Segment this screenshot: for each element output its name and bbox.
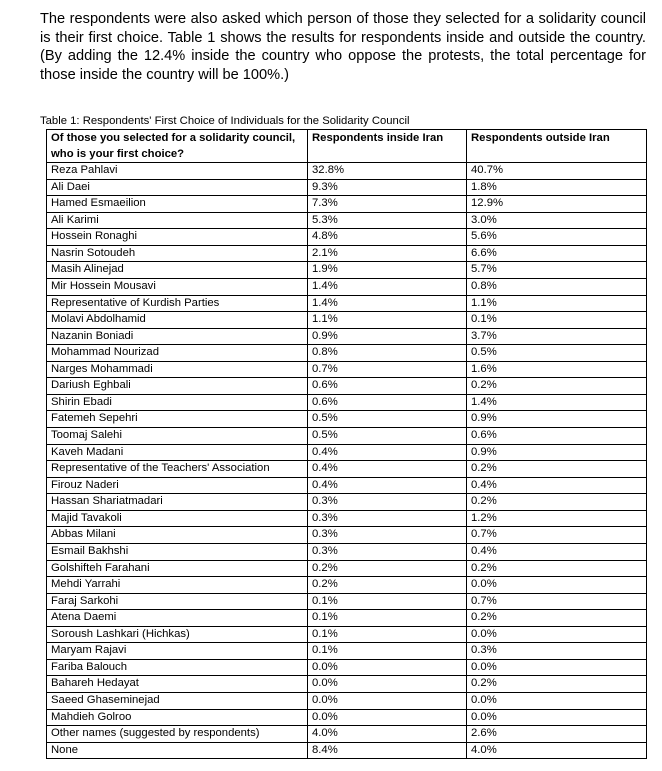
row-name-cell: Kaveh Madani	[47, 444, 308, 461]
row-name-cell: Ali Karimi	[47, 212, 308, 229]
table-row	[47, 494, 647, 511]
row-outside-cell: 0.9%	[467, 444, 647, 461]
row-inside-cell: 0.9%	[308, 328, 467, 345]
row-name-cell: Nasrin Sotoudeh	[47, 245, 308, 262]
row-outside-cell: 0.4%	[467, 477, 647, 494]
row-outside-cell: 0.7%	[467, 527, 647, 544]
table-row	[47, 345, 647, 362]
row-name-cell: Maryam Rajavi	[47, 643, 308, 660]
table-row	[47, 643, 647, 660]
table-row	[47, 726, 647, 743]
row-name-cell: Mir Hossein Mousavi	[47, 278, 308, 295]
table-row	[47, 444, 647, 461]
row-outside-cell: 5.6%	[467, 229, 647, 246]
row-name-cell: Mahdieh Golroo	[47, 709, 308, 726]
table-row	[47, 163, 647, 180]
row-name-cell: None	[47, 742, 308, 759]
row-outside-cell: 1.6%	[467, 361, 647, 378]
row-name-cell: Soroush Lashkari (Hichkas)	[47, 626, 308, 643]
row-inside-cell: 0.0%	[308, 709, 467, 726]
row-outside-cell: 0.2%	[467, 494, 647, 511]
row-name-cell: Toomaj Salehi	[47, 428, 308, 445]
row-name-cell: Molavi Abdolhamid	[47, 312, 308, 329]
row-inside-cell: 1.9%	[308, 262, 467, 279]
row-name-cell: Esmail Bakhshi	[47, 543, 308, 560]
row-name-cell: Representative of Kurdish Parties	[47, 295, 308, 312]
row-inside-cell: 1.4%	[308, 295, 467, 312]
table-row	[47, 709, 647, 726]
row-inside-cell: 5.3%	[308, 212, 467, 229]
row-name-cell: Abbas Milani	[47, 527, 308, 544]
row-name-cell: Firouz Naderi	[47, 477, 308, 494]
row-inside-cell: 0.1%	[308, 626, 467, 643]
row-outside-cell: 0.0%	[467, 693, 647, 710]
row-name-cell: Other names (suggested by respondents)	[47, 726, 308, 743]
row-outside-cell: 0.9%	[467, 411, 647, 428]
row-outside-cell: 0.0%	[467, 626, 647, 643]
row-outside-cell: 0.0%	[467, 659, 647, 676]
table-row	[47, 212, 647, 229]
row-inside-cell: 0.8%	[308, 345, 467, 362]
table-row	[47, 394, 647, 411]
row-inside-cell: 0.5%	[308, 428, 467, 445]
table-row	[47, 593, 647, 610]
row-inside-cell: 0.1%	[308, 610, 467, 627]
row-inside-cell: 32.8%	[308, 163, 467, 180]
row-inside-cell: 0.4%	[308, 477, 467, 494]
row-name-cell: Saeed Ghaseminejad	[47, 693, 308, 710]
row-outside-cell: 0.2%	[467, 461, 647, 478]
row-outside-cell: 0.1%	[467, 312, 647, 329]
row-inside-cell: 8.4%	[308, 742, 467, 759]
row-inside-cell: 9.3%	[308, 179, 467, 196]
table-row	[47, 527, 647, 544]
row-name-cell: Golshifteh Farahani	[47, 560, 308, 577]
row-name-cell: Mehdi Yarrahi	[47, 577, 308, 594]
table-row	[47, 278, 647, 295]
row-name-cell: Majid Tavakoli	[47, 510, 308, 527]
row-name-cell: Nazanin Boniadi	[47, 328, 308, 345]
table-row	[47, 428, 647, 445]
row-outside-cell: 6.6%	[467, 245, 647, 262]
row-name-cell: Hossein Ronaghi	[47, 229, 308, 246]
table-header-row	[47, 130, 647, 163]
row-inside-cell: 1.1%	[308, 312, 467, 329]
row-inside-cell: 0.3%	[308, 543, 467, 560]
row-outside-cell: 0.5%	[467, 345, 647, 362]
row-name-cell: Dariush Eghbali	[47, 378, 308, 395]
row-outside-cell: 2.6%	[467, 726, 647, 743]
row-outside-cell: 0.8%	[467, 278, 647, 295]
table-row	[47, 179, 647, 196]
row-name-cell: Masih Alinejad	[47, 262, 308, 279]
row-name-cell: Bahareh Hedayat	[47, 676, 308, 693]
row-inside-cell: 0.1%	[308, 643, 467, 660]
table-row	[47, 295, 647, 312]
row-outside-cell: 0.2%	[467, 560, 647, 577]
row-inside-cell: 0.7%	[308, 361, 467, 378]
table-row	[47, 312, 647, 329]
row-name-cell: Hamed Esmaeilion	[47, 196, 308, 213]
table-row	[47, 610, 647, 627]
row-name-cell: Atena Daemi	[47, 610, 308, 627]
row-inside-cell: 2.1%	[308, 245, 467, 262]
row-inside-cell: 0.4%	[308, 444, 467, 461]
row-outside-cell: 0.6%	[467, 428, 647, 445]
table-body	[47, 163, 647, 759]
row-inside-cell: 1.4%	[308, 278, 467, 295]
row-outside-cell: 0.2%	[467, 676, 647, 693]
table-row	[47, 262, 647, 279]
row-inside-cell: 0.6%	[308, 394, 467, 411]
table-row	[47, 577, 647, 594]
row-outside-cell: 0.0%	[467, 709, 647, 726]
row-inside-cell: 0.2%	[308, 577, 467, 594]
row-outside-cell: 1.4%	[467, 394, 647, 411]
row-name-cell: Shirin Ebadi	[47, 394, 308, 411]
table-row	[47, 328, 647, 345]
row-name-cell: Reza Pahlavi	[47, 163, 308, 180]
results-table	[46, 129, 647, 759]
table-row	[47, 477, 647, 494]
table-row	[47, 245, 647, 262]
row-name-cell: Ali Daei	[47, 179, 308, 196]
row-inside-cell: 0.4%	[308, 461, 467, 478]
row-inside-cell: 0.2%	[308, 560, 467, 577]
table-row	[47, 742, 647, 759]
table-row	[47, 560, 647, 577]
row-outside-cell: 40.7%	[467, 163, 647, 180]
row-inside-cell: 0.3%	[308, 510, 467, 527]
table-row	[47, 411, 647, 428]
row-outside-cell: 1.8%	[467, 179, 647, 196]
table-caption: Table 1: Respondents' First Choice of Individuals for the Solidarity Council	[40, 115, 410, 127]
table-row	[47, 361, 647, 378]
row-outside-cell: 0.0%	[467, 577, 647, 594]
row-outside-cell: 1.2%	[467, 510, 647, 527]
row-inside-cell: 0.0%	[308, 693, 467, 710]
row-inside-cell: 0.1%	[308, 593, 467, 610]
row-inside-cell: 7.3%	[308, 196, 467, 213]
table-row	[47, 510, 647, 527]
row-inside-cell: 0.3%	[308, 527, 467, 544]
row-outside-cell: 0.7%	[467, 593, 647, 610]
row-outside-cell: 3.7%	[467, 328, 647, 345]
row-inside-cell: 4.0%	[308, 726, 467, 743]
row-outside-cell: 5.7%	[467, 262, 647, 279]
row-name-cell: Representative of the Teachers' Association	[47, 461, 308, 478]
row-outside-cell: 0.2%	[467, 378, 647, 395]
row-name-cell: Fatemeh Sepehri	[47, 411, 308, 428]
header-inside-iran: Respondents inside Iran	[308, 130, 467, 163]
row-name-cell: Faraj Sarkohi	[47, 593, 308, 610]
row-name-cell: Hassan Shariatmadari	[47, 494, 308, 511]
table-row	[47, 196, 647, 213]
row-inside-cell: 0.3%	[308, 494, 467, 511]
row-outside-cell: 0.2%	[467, 610, 647, 627]
table-row	[47, 693, 647, 710]
table-row	[47, 626, 647, 643]
row-inside-cell: 4.8%	[308, 229, 467, 246]
table-row	[47, 543, 647, 560]
table-row	[47, 229, 647, 246]
table-row	[47, 378, 647, 395]
row-name-cell: Fariba Balouch	[47, 659, 308, 676]
row-outside-cell: 3.0%	[467, 212, 647, 229]
row-name-cell: Mohammad Nourizad	[47, 345, 308, 362]
row-outside-cell: 1.1%	[467, 295, 647, 312]
row-outside-cell: 0.4%	[467, 543, 647, 560]
row-inside-cell: 0.0%	[308, 676, 467, 693]
row-outside-cell: 4.0%	[467, 742, 647, 759]
row-inside-cell: 0.5%	[308, 411, 467, 428]
row-name-cell: Narges Mohammadi	[47, 361, 308, 378]
table-row	[47, 659, 647, 676]
intro-paragraph: The respondents were also asked which person of those they selected for a solidarity council is their first choice. Table 1 shows the results for respondents inside and outside the country. (By adding the 12.4% inside the country who oppose the protests, the total percentage for those inside the country will be 100%.)	[40, 11, 646, 83]
row-inside-cell: 0.0%	[308, 659, 467, 676]
row-outside-cell: 0.3%	[467, 643, 647, 660]
row-inside-cell: 0.6%	[308, 378, 467, 395]
table-row	[47, 676, 647, 693]
header-outside-iran: Respondents outside Iran	[467, 130, 647, 163]
header-first-choice: Of those you selected for a solidarity council, who is your first choice?	[47, 130, 308, 163]
row-outside-cell: 12.9%	[467, 196, 647, 213]
table-row	[47, 461, 647, 478]
